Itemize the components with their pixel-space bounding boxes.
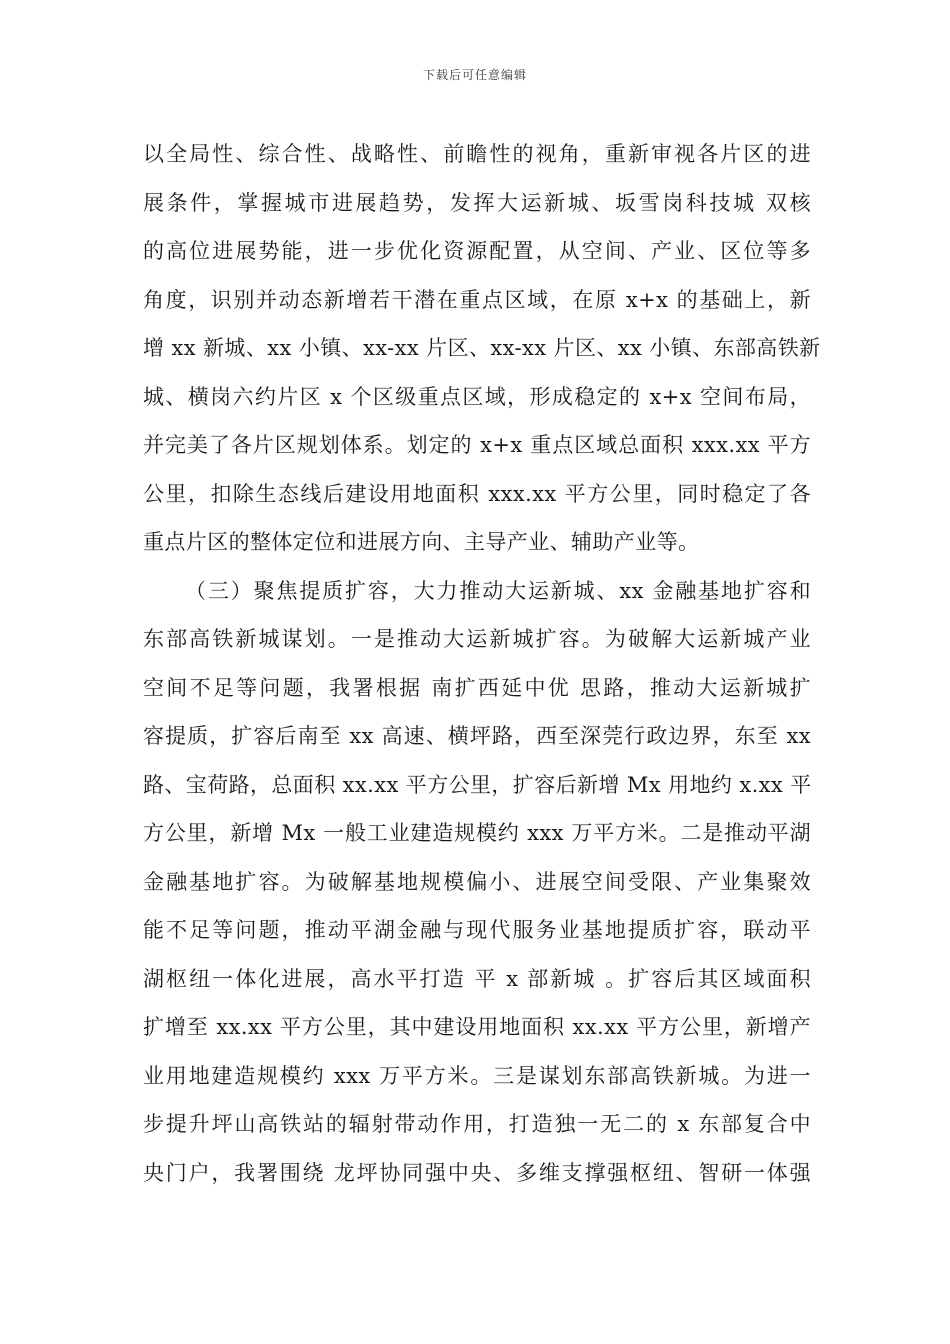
text-line: 容提质，扩容后南至 xx 高速、横坪路，西至深莞行政边界，东至 xx <box>143 724 811 748</box>
text-line: 能不足等问题，推动平湖金融与现代服务业基地提质扩容，联动平 <box>143 918 811 942</box>
text-line: 展条件，掌握城市进展趋势，发挥大运新城、坂雪岗科技城 双核 <box>143 190 811 215</box>
text-line: 的高位进展势能，进一步优化资源配置，从空间、产业、区位等多 <box>143 239 811 263</box>
text-line: 角度，识别并动态新增若干潜在重点区域，在原 x+x 的基础上，新 <box>143 287 811 312</box>
text-line: 业用地建造规模约 xxx 万平方米。三是谋划东部高铁新城。为进一 <box>143 1063 811 1088</box>
text-line: 扩增至 xx.xx 平方公里，其中建设用地面积 xx.xx 平方公里，新增产 <box>143 1015 811 1039</box>
text-line: 城、横岗六约片区 x 个区级重点区域，形成稳定的 x+x 空间布局， <box>143 384 811 409</box>
text-line: 并完美了各片区规划体系。划定的 x+x 重点区域总面积 xxx.xx 平方 <box>143 433 811 457</box>
paragraph-start-line: （三）聚焦提质扩容，大力推动大运新城、xx 金融基地扩容和 <box>185 578 811 603</box>
page-header: 下载后可任意编辑 <box>422 68 527 82</box>
text-line: 东部高铁新城谋划。一是推动大运新城扩容。为破解大运新城产业 <box>143 627 811 651</box>
text-line: 方公里，新增 Mx 一般工业建造规模约 xxx 万平方米。二是推动平湖 <box>143 821 811 845</box>
text-line: 增 xx 新城、xx 小镇、xx-xx 片区、xx-xx 片区、xx 小镇、东部高铁新 <box>143 336 821 360</box>
document-body <box>143 130 821 1197</box>
text-line: 以全局性、综合性、战略性、前瞻性的视角，重新审视各片区的进 <box>143 142 811 166</box>
text-line: 空间不足等问题，我署根据 南扩西延中优 思路，推动大运新城扩 <box>143 675 811 700</box>
text-line: 金融基地扩容。为破解基地规模偏小、进展空间受限、产业集聚效 <box>143 869 811 894</box>
paragraph-end-line: 重点片区的整体定位和进展方向、主导产业、辅助产业等。 <box>143 530 700 554</box>
text-line: 步提升坪山高铁站的辐射带动作用，打造独一无二的 x 东部复合中 <box>143 1112 811 1136</box>
text-line: 路、宝荷路，总面积 xx.xx 平方公里，扩容后新增 Mx 用地约 x.xx 平 <box>143 772 812 797</box>
text-line: 公里，扣除生态线后建设用地面积 xxx.xx 平方公里，同时稳定了各 <box>143 481 811 506</box>
text-line: 央门户，我署围绕 龙坪协同强中央、多维支撑强枢纽、智研一体强 <box>143 1160 811 1185</box>
text-line: 湖枢纽一体化进展，高水平打造 平 x 部新城 。扩容后其区域面积 <box>143 966 811 991</box>
